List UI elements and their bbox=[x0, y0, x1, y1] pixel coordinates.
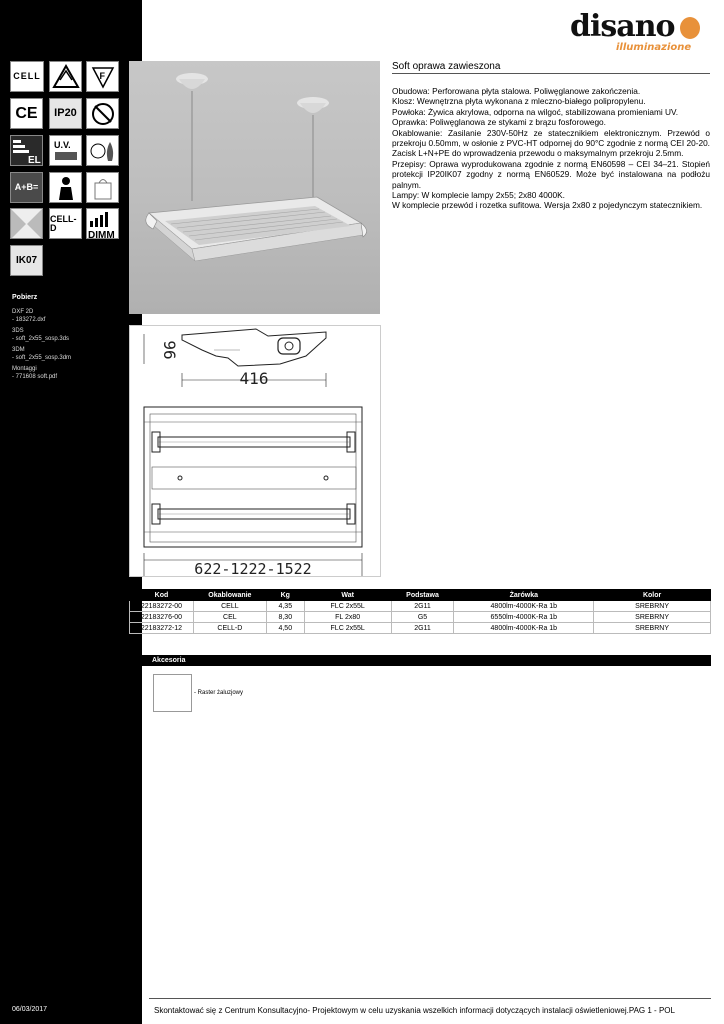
el-energy-icon bbox=[10, 135, 43, 166]
cell-badge-icon: CELL bbox=[10, 61, 44, 92]
desc-line: Przepisy: Oprawa wyprodukowana zgodnie z normą EN60598 – CEI 34–21. Stopień protekcji IP20IK07 zgodny z normą EN60529. Może być instalowana na podłożu palnym. bbox=[392, 158, 710, 190]
accessory-image[interactable] bbox=[153, 674, 192, 712]
f-mark-icon bbox=[86, 61, 119, 92]
sidebar bbox=[0, 0, 142, 1024]
brand-logo bbox=[570, 9, 710, 56]
table-cell: CELL bbox=[193, 601, 266, 612]
table-row bbox=[130, 612, 711, 623]
product-title: Soft oprawa zawieszona bbox=[392, 61, 501, 72]
accessories-bar bbox=[129, 655, 711, 666]
desc-line: Obudowa: Perforowana płyta stalowa. Poliwęglanowe zakończenia. bbox=[392, 86, 641, 96]
table-cell: 4,50 bbox=[266, 623, 304, 634]
fire-rated-icon bbox=[86, 135, 119, 166]
table-cell: FLC 2x55L bbox=[304, 623, 391, 634]
table-row bbox=[130, 623, 711, 634]
svg-text:DIMM: DIMM bbox=[88, 229, 115, 239]
table-cell: G5 bbox=[391, 612, 454, 623]
download-3dm[interactable] bbox=[12, 346, 137, 362]
col-header: Podstawa bbox=[391, 590, 454, 601]
download-3ds[interactable] bbox=[12, 327, 137, 343]
desc-line: W komplecie przewód i rozetka sufitowa. Wersja 2x80 z pojedynczym statecznikiem. bbox=[392, 200, 703, 211]
svg-text:EL: EL bbox=[28, 155, 41, 165]
desc-line: Okablowanie: Zasilanie 230V-50Hz ze statecznikiem elektronicznym. Przewód o przekroju 0.50mm, w osłonie z PVC-HT odpornej do 90°C zgodnie z normą CEI 20-20. Zacisk L+N+PE do wprowadzenia przewodu o maksymalnym przekroju 2.5mm. bbox=[392, 127, 710, 159]
cell-d-badge-icon: CELL-D bbox=[49, 208, 82, 239]
table-cell: 22183276-00 bbox=[130, 612, 194, 623]
table-cell: SREBRNY bbox=[594, 623, 711, 634]
table-cell: 8,30 bbox=[266, 612, 304, 623]
accessory-label: - Raster żaluzjowy bbox=[194, 690, 244, 696]
col-header: Kolor bbox=[594, 590, 711, 601]
download-montaggi[interactable] bbox=[12, 365, 137, 381]
download-type: 3DM bbox=[12, 347, 25, 353]
table-cell: 22183272-12 bbox=[130, 623, 194, 634]
table-cell: 2G11 bbox=[391, 601, 454, 612]
no-ballast-icon bbox=[86, 98, 119, 129]
table-cell: 6550lm-4000K-Ra 1b bbox=[454, 612, 594, 623]
table-cell: 4,35 bbox=[266, 601, 304, 612]
width-dimension: 416 bbox=[239, 369, 269, 388]
diffuse-light-icon bbox=[10, 208, 43, 239]
dimm-badge-icon bbox=[86, 208, 119, 239]
table-cell: 2G11 bbox=[391, 623, 454, 634]
table-cell: SREBRNY bbox=[594, 612, 711, 623]
bag-icon bbox=[86, 172, 119, 203]
brand-name: disano bbox=[570, 9, 675, 44]
length-dimensions: 622-1222-1522 bbox=[194, 560, 312, 576]
product-code-table bbox=[129, 589, 711, 634]
table-cell: FLC 2x55L bbox=[304, 601, 391, 612]
svg-text:F: F bbox=[99, 70, 105, 81]
ce-mark-icon: CE bbox=[10, 98, 43, 129]
download-file-link[interactable]: - 183272.dxf bbox=[12, 317, 46, 323]
download-type: Montaggi bbox=[12, 366, 37, 372]
uv-icon bbox=[49, 135, 82, 166]
table-cell: CELL-D bbox=[193, 623, 266, 634]
col-header: Kg bbox=[266, 590, 304, 601]
downloads-section bbox=[12, 294, 137, 384]
table-cell: FL 2x80 bbox=[304, 612, 391, 623]
technical-drawing bbox=[129, 325, 381, 577]
ip20-badge-icon: IP20 bbox=[49, 98, 82, 129]
download-type: DXF 2D bbox=[12, 309, 34, 315]
print-date: 06/03/2017 bbox=[12, 1006, 48, 1013]
table-header-row bbox=[130, 590, 711, 601]
download-file-link[interactable]: - 771608 soft.pdf bbox=[12, 374, 58, 380]
brand-dot-icon bbox=[680, 17, 700, 39]
recycle-icon bbox=[49, 61, 82, 92]
col-header: Okablowanie bbox=[193, 590, 266, 601]
accessories-heading: Akcesoria bbox=[152, 657, 186, 664]
svg-text:U.V.: U.V. bbox=[53, 139, 71, 150]
table-cell: 4800lm-4000K-Ra 1b bbox=[454, 623, 594, 634]
height-dimension: 96 bbox=[160, 340, 179, 360]
ik07-badge-icon: IK07 bbox=[10, 245, 43, 276]
footer-divider bbox=[149, 998, 711, 999]
col-header: Kod bbox=[130, 590, 194, 601]
col-header: Żarówka bbox=[454, 590, 594, 601]
desc-line: Klosz: Wewnętrzna płyta wykonana z mleczno-białego polipropylenu. bbox=[392, 96, 646, 107]
title-divider bbox=[392, 73, 710, 74]
product-photo bbox=[129, 61, 380, 314]
download-file-link[interactable]: - soft_2x55_sosp.3dm bbox=[12, 355, 72, 361]
download-dxf[interactable] bbox=[12, 308, 137, 324]
table-cell: 4800lm-4000K-Ra 1b bbox=[454, 601, 594, 612]
table-cell: 22183272-00 bbox=[130, 601, 194, 612]
download-type: 3DS bbox=[12, 328, 24, 334]
desc-line: Lampy: W komplecie lampy 2x55; 2x80 4000K. bbox=[392, 190, 565, 201]
footer-note: Skontaktować się z Centrum Konsultacyjno- Projektowym w celu uzyskania wszelkich informacji dotyczących instalacji oświetleniowej.PAG 1 - POL bbox=[154, 1006, 675, 1015]
table-cell: CEL bbox=[193, 612, 266, 623]
installer-icon bbox=[49, 172, 82, 203]
energy-class-icon: A+B= bbox=[10, 172, 43, 203]
desc-line: Powłoka: Żywica akrylowa, odporna na wilgoć, stabilizowana promieniami UV. bbox=[392, 106, 679, 117]
col-header: Wat bbox=[304, 590, 391, 601]
table-cell: SREBRNY bbox=[594, 601, 711, 612]
brand-tagline: illuminazione bbox=[616, 42, 692, 53]
product-description bbox=[392, 86, 710, 211]
desc-line: Oprawka: Poliwęglanowa ze stykami z brązu fosforowego. bbox=[392, 117, 606, 128]
downloads-heading: Pobierz bbox=[12, 294, 38, 301]
download-file-link[interactable]: - soft_2x55_sosp.3ds bbox=[12, 336, 70, 342]
table-row bbox=[130, 601, 711, 612]
